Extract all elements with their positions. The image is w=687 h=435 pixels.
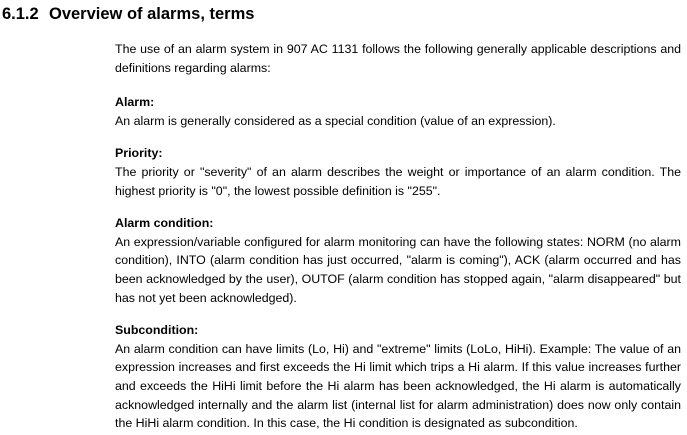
section-number: 6.1.2 [2, 5, 39, 23]
term-label: Subcondition: [115, 323, 199, 338]
term-label: Alarm condition: [115, 216, 214, 231]
section-heading [2, 5, 254, 24]
term-definition: The priority or "severity" of an alarm describes the weight or importance of an alarm condition. The highest priority is "0", the lowest possible definition is "255". [115, 164, 681, 198]
term-definition: An alarm is generally considered as a special condition (value of an expression). [115, 113, 556, 128]
term-alarm [115, 93, 681, 130]
term-label: Priority: [115, 146, 163, 161]
term-subcondition [115, 321, 681, 433]
intro-paragraph: The use of an alarm system in 907 AC 1131 follows the following generally applicable descriptions and definitions regarding alarms: [115, 42, 681, 75]
section-title: Overview of alarms, terms [49, 5, 255, 23]
term-alarm-condition [115, 214, 681, 307]
document-body [115, 40, 681, 433]
term-definition: An alarm condition can have limits (Lo, Hi) and "extreme" limits (LoLo, HiHi). Example: The value of an expression increases and first exceeds the Hi limit which trips a Hi alarm. If this value increases further and exceeds the HiHi limit before the Hi alarm has been acknowledged, the Hi alarm is automatically acknowledged internally and the alarm list (internal list for alarm administration) does now only contain the HiHi alarm condition. In this case, the Hi condition is designated as subcondition. [115, 341, 681, 431]
term-priority [115, 144, 681, 200]
term-label: Alarm: [115, 95, 155, 110]
term-definition: An expression/variable configured for alarm monitoring can have the following states: NORM (no alarm condition), INTO (alarm condition has just occurred, "alarm is coming"), ACK (alarm occurred and has been acknowledged by the user), OUTOF (alarm condition has stopped again, "alarm disappeared" but has not yet been acknowledged). [115, 234, 681, 305]
